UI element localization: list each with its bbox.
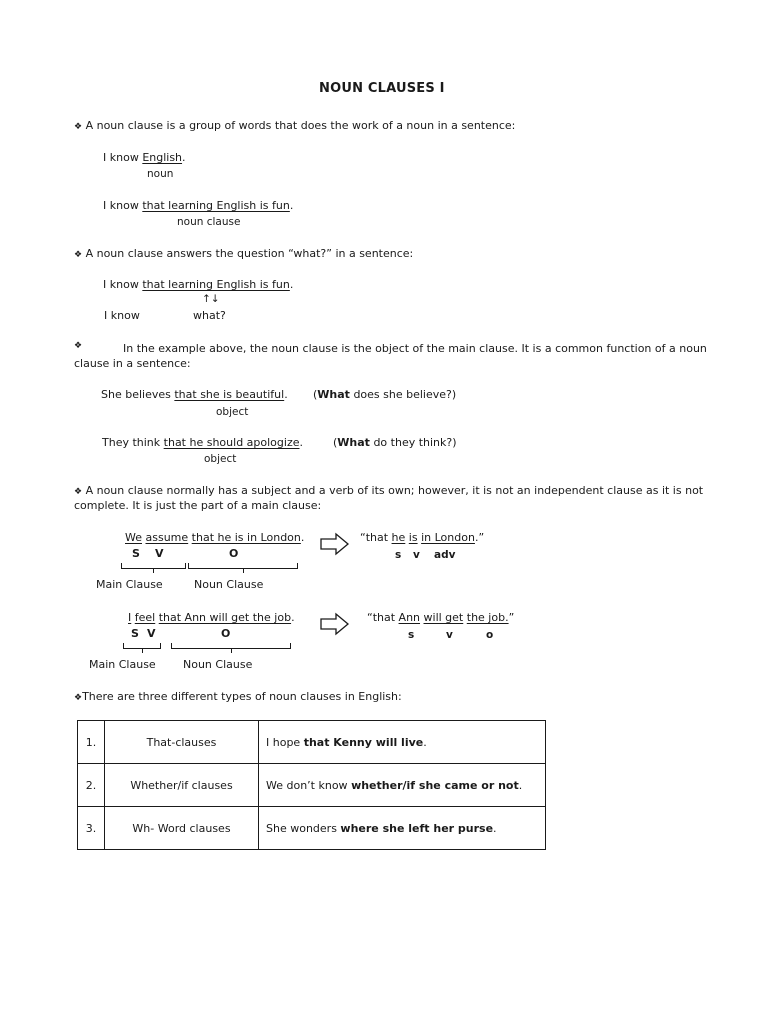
label-o-lower: o bbox=[486, 629, 494, 641]
sentence-i-feel: I feel that Ann will get the job. bbox=[128, 611, 295, 624]
underlined-noun-clause: that learning English is fun bbox=[142, 278, 290, 291]
diamond-bullet-icon: ❖ bbox=[74, 250, 83, 260]
reduced-clause-that-he: “that he is in London.” bbox=[360, 531, 485, 544]
verb-word: feel bbox=[134, 611, 156, 624]
noun-clause-label: Noun Clause bbox=[194, 578, 264, 591]
row-number: 3. bbox=[78, 807, 105, 850]
label-s: S bbox=[132, 547, 140, 560]
label-s: S bbox=[131, 627, 139, 640]
example-noun-clause: I know that learning English is fun. bbox=[103, 199, 294, 212]
object-clause: that Ann will get the job bbox=[158, 611, 292, 624]
clause-example: I hope that Kenny will live. bbox=[259, 721, 546, 764]
label-o: O bbox=[229, 547, 239, 560]
section-5-point bbox=[74, 690, 402, 705]
row-number: 2. bbox=[78, 764, 105, 807]
label-v-lower: v bbox=[446, 629, 453, 641]
page-title: NOUN CLAUSES I bbox=[319, 81, 445, 96]
main-clause-label: Main Clause bbox=[96, 578, 163, 591]
label-o: O bbox=[221, 627, 231, 640]
what-label: what? bbox=[193, 309, 226, 322]
label-object: object bbox=[216, 406, 249, 418]
subject-word: We bbox=[125, 531, 142, 544]
clause-type: Whether/if clauses bbox=[105, 764, 259, 807]
verb-word: assume bbox=[145, 531, 189, 544]
label-v: V bbox=[147, 627, 156, 640]
clause-type: That-clauses bbox=[105, 721, 259, 764]
table-row bbox=[78, 807, 546, 850]
label-v: V bbox=[155, 547, 164, 560]
underlined-object: that she is beautiful bbox=[174, 388, 285, 401]
clause-example: We don’t know whether/if she came or not. bbox=[259, 764, 546, 807]
right-arrow-icon bbox=[320, 532, 350, 556]
example-she-believes: She believes that she is beautiful. bbox=[101, 388, 288, 401]
label-noun: noun bbox=[147, 168, 174, 180]
clause-example: She wonders where she left her purse. bbox=[259, 807, 546, 850]
noun-clause-types-table bbox=[77, 720, 546, 850]
up-down-arrows-icon: ↑↓ bbox=[202, 293, 220, 305]
section-1-point bbox=[74, 119, 515, 134]
table-row bbox=[78, 721, 546, 764]
noun-clause-bracket bbox=[171, 643, 291, 649]
section-1-text: A noun clause is a group of words that does the work of a noun in a sentence: bbox=[85, 119, 516, 132]
noun-clause-bracket bbox=[188, 563, 298, 569]
underlined-noun-clause: that learning English is fun bbox=[142, 199, 290, 212]
question-what-does-she-believe: (What does she believe?) bbox=[313, 388, 457, 401]
section-2-text: A noun clause answers the question “what?” in a sentence: bbox=[85, 247, 414, 260]
section-3-line-1: In the example above, the noun clause is the object of the main clause. It is a common function of a noun bbox=[123, 342, 707, 355]
sentence-we-assume: We assume that he is in London. bbox=[125, 531, 305, 544]
diamond-bullet-icon: ❖ bbox=[74, 341, 83, 351]
row-number: 1. bbox=[78, 721, 105, 764]
underlined-noun: English bbox=[142, 151, 183, 164]
subject-word: I bbox=[128, 611, 132, 624]
example-what: I know that learning English is fun. bbox=[103, 278, 294, 291]
main-clause-bracket bbox=[121, 563, 186, 569]
i-know-label: I know bbox=[104, 309, 140, 322]
object-clause: that he is in London bbox=[191, 531, 301, 544]
question-what-do-they-think: (What do they think?) bbox=[333, 436, 457, 449]
section-4-line-1: ❖ A noun clause normally has a subject and a verb of its own; however, it is not an independent clause as it is not bbox=[74, 484, 704, 497]
underlined-object: that he should apologize bbox=[163, 436, 300, 449]
section-2-point bbox=[74, 247, 413, 262]
table-row bbox=[78, 764, 546, 807]
label-v-lower: v bbox=[413, 549, 420, 561]
label-s-lower: s bbox=[395, 549, 402, 561]
diamond-bullet-icon: ❖ bbox=[74, 693, 83, 703]
main-clause-bracket bbox=[123, 643, 161, 649]
diamond-bullet-icon: ❖ bbox=[74, 122, 83, 132]
label-adv: adv bbox=[434, 549, 456, 561]
label-object: object bbox=[204, 453, 237, 465]
example-i-know-english: I know English. bbox=[103, 151, 186, 164]
section-3-line-2: clause in a sentence: bbox=[74, 357, 191, 370]
diamond-bullet-icon: ❖ bbox=[74, 487, 83, 497]
label-noun-clause: noun clause bbox=[177, 216, 241, 228]
section-4-line-2: complete. It is just the part of a main clause: bbox=[74, 499, 322, 512]
main-clause-label: Main Clause bbox=[89, 658, 156, 671]
section-5-text: There are three different types of noun clauses in English: bbox=[82, 690, 402, 703]
clause-type: Wh- Word clauses bbox=[105, 807, 259, 850]
example-they-think: They think that he should apologize. bbox=[102, 436, 303, 449]
right-arrow-icon bbox=[320, 612, 350, 636]
label-s-lower: s bbox=[408, 629, 415, 641]
reduced-clause-that-ann: “that Ann will get the job.” bbox=[367, 611, 515, 624]
noun-clause-label: Noun Clause bbox=[183, 658, 253, 671]
